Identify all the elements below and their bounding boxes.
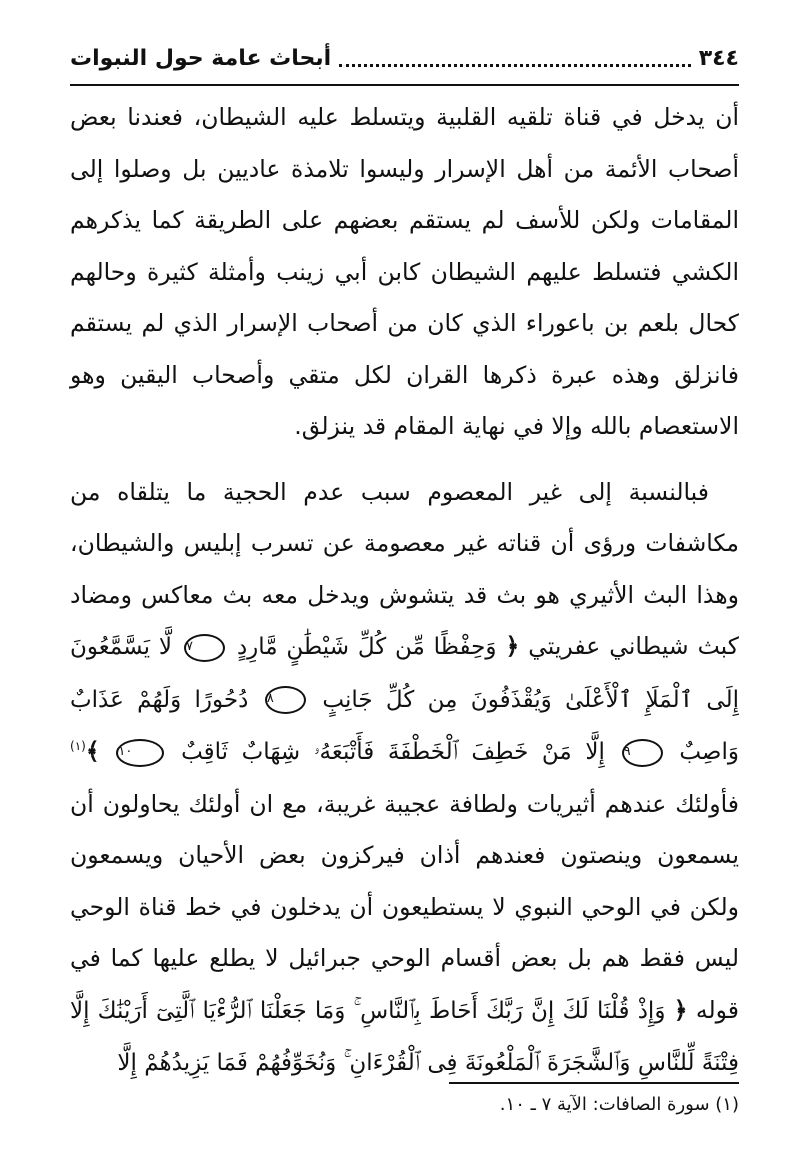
paragraph-1: أن يدخل في قناة تلقيه القلبية ويتسلط عليه الشيطان، فعندنا بعض أصحاب الأئمة من أهل الإسرار وليسوا تلامذة عاديين بل وصلوا إلى المقامات ولكن للأسف لم يستقم بعضهم على الطريقة كما يذكرهم الكشي فتسلط عليهم الشيطان كابن أبي زينب وأمثلة كثيرة وحالهم كحال بلعم بن باعوراء الذي كان من أصحاب الإسرار الذي لم يستقم فانزلق وهذه عبرة ذكرها القران لكل متقي وأصحاب اليقين وهو الاستعصام بالله وإلا في نهاية المقام قد ينزلق. — [70, 103, 739, 440]
paragraph-2 — [70, 467, 739, 1090]
body-text — [70, 92, 739, 1090]
header-dotted-leader — [339, 50, 691, 67]
ayah-number-marker: ١٠ — [116, 739, 164, 767]
quran-close-brace: ﴾ — [85, 737, 100, 765]
quran-open-brace: ﴿ — [505, 632, 520, 660]
quran-verse-isra: وَإِذْ قُلْنَا لَكَ إِنَّ رَبَّكَ أَحَاطَ بِٱلنَّاسِ ۚ وَمَا جَعَلْنَا ٱلرُّءْيَا ٱلَّتِىٓ أَرَيْنَٰكَ إِلَّا فِتْنَةً لِّلنَّاسِ وَٱلشَّجَرَةَ ٱلْمَلْعُونَةَ فِى ٱلْقُرْءَانِ ۚ وَنُخَوِّفُهُمْ فَمَا يَزِيدُهُمْ إِلَّا — [70, 997, 739, 1076]
paragraph-2-continuation: فأولئك عندهم أثيريات ولطافة عجيبة غريبة، مع ان أولئك يحاولون أن يسمعون وينصتون فعندهم أذان فيركزون بعض الأحيان ويسمعون ولكن في الوحي النبوي لا يستطيعون أن يدخلون في خط قناة الوحي ليس فقط هم بل بعض أقسام الوحي جبرائيل لا يطلع عليها كما في قوله — [70, 789, 739, 1024]
ayah-number-marker: ٨ — [265, 686, 306, 714]
footnote: (١) سورة الصافات: الآية ٧ ـ ١٠. — [499, 1094, 739, 1115]
page-number: ٣٤٤ — [698, 45, 739, 71]
paragraph-2-intro: فبالنسبة إلى غير المعصوم سبب عدم الحجية ما يتلقاه من مكاشفات ورؤى أن قناته غير معصومة عن تسرب إبليس والشيطان، وهذا البث الأثيري هو بث قد يتشوش ويدخل معه بث معاكس ومضاد كبث شيطاني عفريتي — [70, 477, 739, 660]
footnote-separator — [449, 1082, 739, 1084]
quran-verse-9: دُحُورًا وَلَهُمْ عَذَابٌ وَاصِبٌ — [70, 686, 739, 765]
quran-open-brace-2: ﴿ — [673, 995, 688, 1024]
header-rule — [70, 84, 739, 86]
footnote-reference[interactable]: (١) — [70, 739, 86, 754]
quran-verse-8: لَّا يَسَّمَّعُونَ إِلَى ٱلْمَلَإِ ٱلْأَعْلَىٰ وَيُقْذَفُونَ مِن كُلِّ جَانِبٍ — [70, 634, 739, 713]
page-header — [70, 36, 739, 80]
quran-verse-10: إِلَّا مَنْ خَطِفَ ٱلْخَطْفَةَ فَأَتْبَعَهُۥ شِهَابٌ ثَاقِبٌ — [181, 739, 605, 765]
quran-verse-7: وَحِفْظًا مِّن كُلِّ شَيْطَٰنٍ مَّارِدٍ — [236, 634, 497, 660]
running-title: أبحاث عامة حول النبوات — [70, 45, 332, 71]
ayah-number-marker: ٩ — [622, 739, 663, 767]
ayah-number-marker: ٧ — [184, 634, 225, 662]
